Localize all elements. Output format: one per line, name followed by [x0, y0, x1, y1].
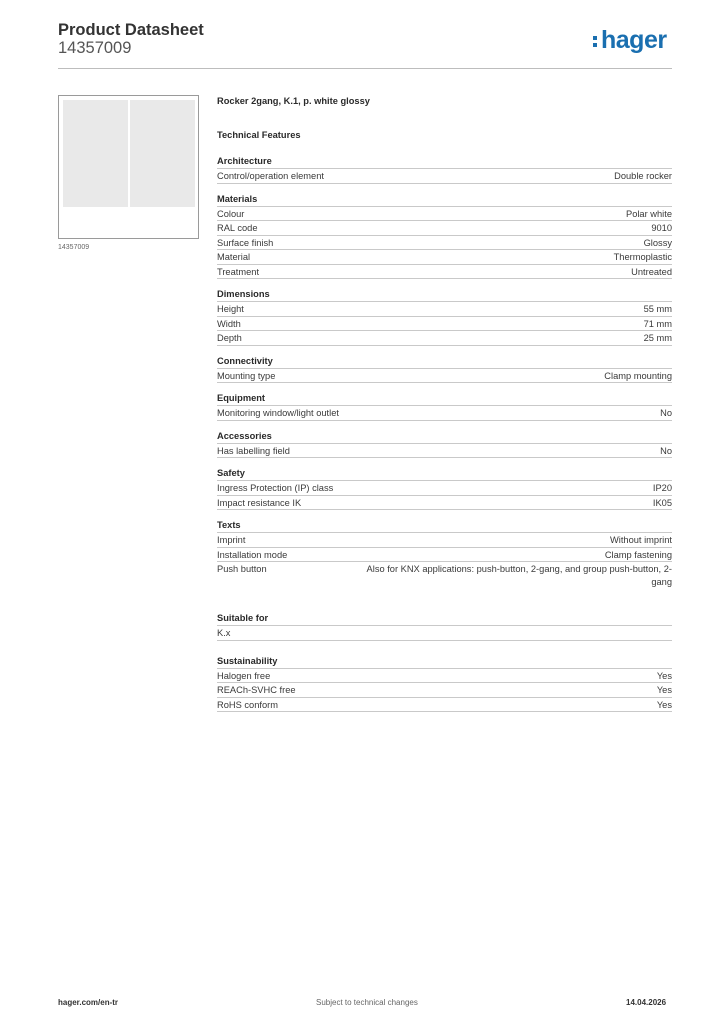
logo-text: hager	[601, 26, 667, 54]
footer-website-link[interactable]: hager.com/en-tr	[58, 998, 119, 1007]
spec-row	[217, 369, 672, 384]
section-title: Sustainability	[217, 655, 672, 669]
section-materials	[217, 193, 672, 280]
image-caption: 14357009	[58, 244, 90, 251]
spec-row	[217, 444, 672, 459]
section-title: Dimensions	[217, 288, 672, 302]
spec-value: 55 mm	[643, 304, 672, 314]
spec-label: Halogen free	[217, 670, 271, 681]
spec-label: Control/operation element	[217, 171, 324, 181]
section-safety	[217, 467, 672, 510]
hager-logo	[593, 26, 667, 55]
spec-value: Without imprint	[610, 535, 672, 545]
spec-label: Monitoring window/light outlet	[217, 408, 339, 418]
rocker-left-image	[63, 100, 128, 207]
section-architecture	[217, 155, 672, 184]
spec-label: Ingress Protection (IP) class	[217, 483, 334, 493]
spec-value: Also for KNX applications: push-button, 2-gang, and group push-button, 2-gang	[366, 564, 672, 587]
spec-value: Thermoplastic	[613, 252, 672, 262]
section-title: Equipment	[217, 392, 672, 406]
spec-label: K.x	[217, 628, 231, 638]
spec-value: Glossy	[643, 237, 672, 248]
features-title: Technical Features	[217, 130, 301, 140]
spec-value: Polar white	[626, 208, 672, 219]
spec-label: Colour	[217, 208, 245, 219]
section-title: Accessories	[217, 430, 672, 444]
section-title: Architecture	[217, 155, 672, 169]
product-name: Rocker 2gang, K.1, p. white glossy	[217, 96, 370, 106]
section-dimensions	[217, 288, 672, 346]
section-connectivity	[217, 355, 672, 384]
spec-label: Installation mode	[217, 549, 288, 560]
spec-value: Yes	[656, 670, 672, 681]
section-title: Suitable for	[217, 612, 672, 626]
footer-note: Subject to technical changes	[316, 998, 418, 1007]
spec-row	[217, 302, 672, 317]
spec-row	[217, 562, 672, 590]
section-accessories	[217, 430, 672, 459]
spec-row	[217, 481, 672, 496]
spec-row	[217, 221, 672, 236]
spec-label: RAL code	[217, 223, 258, 233]
section-title: Materials	[217, 193, 672, 207]
spec-value: 25 mm	[643, 333, 672, 343]
spec-value: 9010	[651, 223, 672, 233]
spec-label: Treatment	[217, 266, 260, 277]
spec-label: REACh-SVHC free	[217, 685, 296, 695]
product-number: 14357009	[58, 39, 132, 57]
spec-row	[217, 626, 672, 641]
technical-features	[217, 95, 672, 721]
spec-label: Imprint	[217, 535, 246, 545]
section-sustainability	[217, 655, 672, 713]
spec-label: Impact resistance IK	[217, 497, 302, 508]
spec-row	[217, 683, 672, 698]
spec-value: Clamp fastening	[604, 549, 672, 560]
spec-row	[217, 669, 672, 684]
rocker-right-image	[130, 100, 195, 207]
spec-row	[217, 317, 672, 332]
spec-value: IK05	[652, 497, 672, 508]
spec-row	[217, 406, 672, 421]
spec-label: Mounting type	[217, 370, 276, 381]
spec-row	[217, 169, 672, 184]
section-title: Connectivity	[217, 355, 672, 369]
spec-row	[217, 265, 672, 280]
spec-label: Push button	[217, 564, 267, 574]
document-title: Product Datasheet	[58, 21, 204, 39]
spec-row	[217, 548, 672, 563]
spec-value: 71 mm	[643, 318, 672, 329]
spec-label: Height	[217, 304, 244, 314]
spec-row	[217, 207, 672, 222]
spec-value: Yes	[656, 699, 672, 710]
spec-value: Untreated	[631, 266, 672, 277]
section-equipment	[217, 392, 672, 421]
spec-label: Depth	[217, 333, 242, 343]
spec-row	[217, 533, 672, 548]
logo-dots-icon	[593, 36, 597, 50]
spec-row	[217, 331, 672, 346]
section-texts	[217, 519, 672, 590]
product-image	[58, 95, 199, 239]
spec-value: No	[660, 408, 672, 418]
spec-label: Material	[217, 252, 251, 262]
spec-row	[217, 496, 672, 511]
spec-value: Clamp mounting	[604, 370, 672, 381]
footer-date: 14.04.2026	[626, 998, 667, 1007]
spec-value: Yes	[656, 685, 672, 695]
section-suitable-for	[217, 612, 672, 641]
spec-label: Surface finish	[217, 237, 274, 248]
spec-row	[217, 236, 672, 251]
spec-label: RoHS conform	[217, 699, 278, 710]
section-title: Safety	[217, 467, 672, 481]
spec-value: No	[660, 445, 672, 456]
spec-value: Double rocker	[614, 171, 672, 181]
spec-row	[217, 250, 672, 265]
spec-label: Has labelling field	[217, 445, 290, 456]
spec-label: Width	[217, 318, 241, 329]
spec-value: IP20	[652, 483, 672, 493]
section-title: Texts	[217, 519, 672, 533]
header-divider	[58, 68, 672, 69]
spec-row	[217, 698, 672, 713]
